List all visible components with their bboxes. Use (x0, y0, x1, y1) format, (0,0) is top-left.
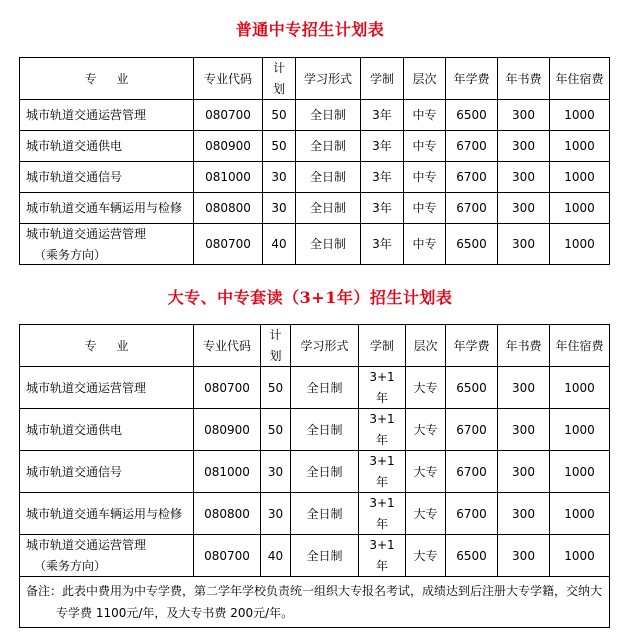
cell-code: 080800 (194, 493, 261, 535)
cell-level: 大专 (406, 367, 446, 409)
cell-duration: 3年 (361, 131, 404, 162)
table-row (20, 193, 610, 224)
cell-books: 300 (498, 451, 550, 493)
cell-dorm: 1000 (550, 367, 610, 409)
cell-duration: 3年 (361, 162, 404, 193)
cell-books: 300 (498, 409, 550, 451)
cell-mode: 全日制 (291, 535, 359, 577)
cell-code: 080700 (194, 367, 261, 409)
table-row (20, 131, 610, 162)
table-row (20, 224, 610, 265)
note-line-1: 备注：此表中费用为中专学费，第二学年学校负责统一组织大专报名考试，成绩达到后注册大专学籍，交纳大 (26, 584, 603, 598)
cell-major: 城市轨道交通车辆运用与检修 (20, 193, 194, 224)
cell-tuition: 6700 (446, 131, 498, 162)
cell-code: 080900 (194, 131, 263, 162)
cell-code: 081000 (194, 162, 263, 193)
major-subtitle: （乘务方向） (34, 247, 107, 262)
cell-dorm: 1000 (550, 131, 610, 162)
table-row (20, 451, 610, 493)
header-mode: 学习形式 (296, 58, 361, 100)
note-line-2: 专学费 1100元/年，及大专书费 200元/年。 (56, 606, 294, 620)
cell-plan: 40 (261, 535, 291, 577)
table2-title: 大专、中专套读（3+1年）招生计划表 (167, 288, 453, 307)
cell-level: 中专 (404, 100, 446, 131)
table-row (20, 367, 610, 409)
cell-mode: 全日制 (296, 224, 361, 265)
cell-plan: 50 (261, 367, 291, 409)
cell-level: 中专 (404, 162, 446, 193)
cell-plan: 30 (261, 451, 291, 493)
secondary-school-enrollment-table (19, 57, 610, 265)
cell-mode: 全日制 (291, 409, 359, 451)
header-duration: 学制 (359, 325, 406, 367)
header-code: 专业代码 (194, 58, 263, 100)
cell-code: 080700 (194, 224, 263, 265)
cell-duration: 3+1 年 (359, 367, 406, 409)
cell-plan: 50 (263, 100, 296, 131)
cell-mode: 全日制 (291, 367, 359, 409)
cell-mode: 全日制 (291, 493, 359, 535)
cell-level: 中专 (404, 131, 446, 162)
cell-dorm: 1000 (550, 451, 610, 493)
header-major: 专 业 (20, 325, 194, 367)
cell-plan: 50 (263, 131, 296, 162)
joint-college-enrollment-table (19, 324, 610, 628)
major-subtitle: （乘务方向） (34, 559, 107, 573)
cell-tuition: 6700 (446, 451, 498, 493)
cell-duration: 3+1 年 (359, 493, 406, 535)
cell-plan: 40 (263, 224, 296, 265)
cell-dorm: 1000 (550, 193, 610, 224)
cell-tuition: 6700 (446, 409, 498, 451)
table-row (20, 493, 610, 535)
cell-dorm: 1000 (550, 535, 610, 577)
cell-dorm: 1000 (550, 100, 610, 131)
header-plan: 计 划 (263, 58, 296, 100)
cell-duration: 3年 (361, 224, 404, 265)
header-duration: 学制 (361, 58, 404, 100)
cell-tuition: 6500 (446, 100, 498, 131)
cell-dorm: 1000 (550, 409, 610, 451)
cell-major: 城市轨道交通运营管理 （乘务方向） (20, 224, 194, 265)
header-books: 年书费 (498, 325, 550, 367)
cell-tuition: 6500 (446, 535, 498, 577)
table-row (20, 409, 610, 451)
cell-major: 城市轨道交通运营管理 (20, 100, 194, 131)
cell-tuition: 6500 (446, 367, 498, 409)
cell-level: 大专 (406, 493, 446, 535)
header-major: 专 业 (20, 58, 194, 100)
header-tuition: 年学费 (446, 325, 498, 367)
header-row (20, 58, 610, 100)
cell-books: 300 (498, 493, 550, 535)
header-books: 年书费 (498, 58, 550, 100)
cell-level: 中专 (404, 224, 446, 265)
cell-dorm: 1000 (550, 162, 610, 193)
cell-major: 城市轨道交通供电 (20, 409, 194, 451)
header-level: 层次 (404, 58, 446, 100)
cell-major: 城市轨道交通信号 (20, 162, 194, 193)
cell-duration: 3+1 年 (359, 535, 406, 577)
table-row (20, 535, 610, 577)
table-note (20, 577, 610, 628)
header-row (20, 325, 610, 367)
cell-mode: 全日制 (296, 131, 361, 162)
cell-duration: 3+1 年 (359, 409, 406, 451)
cell-dorm: 1000 (550, 224, 610, 265)
cell-code: 080900 (194, 409, 261, 451)
cell-tuition: 6700 (446, 493, 498, 535)
cell-plan: 30 (261, 493, 291, 535)
cell-tuition: 6700 (446, 193, 498, 224)
cell-books: 300 (498, 193, 550, 224)
cell-level: 大专 (406, 451, 446, 493)
cell-books: 300 (498, 162, 550, 193)
cell-plan: 30 (263, 193, 296, 224)
table1-title: 普通中专招生计划表 (235, 20, 385, 39)
cell-duration: 3+1 年 (359, 451, 406, 493)
cell-mode: 全日制 (296, 162, 361, 193)
cell-mode: 全日制 (296, 193, 361, 224)
cell-major: 城市轨道交通信号 (20, 451, 194, 493)
cell-plan: 50 (261, 409, 291, 451)
note-row (20, 577, 610, 628)
cell-books: 300 (498, 535, 550, 577)
cell-dorm: 1000 (550, 493, 610, 535)
cell-duration: 3年 (361, 100, 404, 131)
header-plan: 计 划 (261, 325, 291, 367)
header-mode: 学习形式 (291, 325, 359, 367)
cell-tuition: 6500 (446, 224, 498, 265)
header-code: 专业代码 (194, 325, 261, 367)
cell-mode: 全日制 (291, 451, 359, 493)
header-level: 层次 (406, 325, 446, 367)
cell-major: 城市轨道交通供电 (20, 131, 194, 162)
cell-books: 300 (498, 367, 550, 409)
cell-books: 300 (498, 131, 550, 162)
cell-duration: 3年 (361, 193, 404, 224)
table-row (20, 100, 610, 131)
cell-tuition: 6700 (446, 162, 498, 193)
cell-code: 080800 (194, 193, 263, 224)
table-row (20, 162, 610, 193)
cell-level: 大专 (406, 409, 446, 451)
cell-code: 081000 (194, 451, 261, 493)
cell-code: 080700 (194, 535, 261, 577)
cell-code: 080700 (194, 100, 263, 131)
cell-major: 城市轨道交通运营管理 （乘务方向） (20, 535, 194, 577)
cell-books: 300 (498, 224, 550, 265)
cell-plan: 30 (263, 162, 296, 193)
header-tuition: 年学费 (446, 58, 498, 100)
cell-major: 城市轨道交通运营管理 (20, 367, 194, 409)
cell-books: 300 (498, 100, 550, 131)
cell-major: 城市轨道交通车辆运用与检修 (20, 493, 194, 535)
cell-level: 大专 (406, 535, 446, 577)
cell-mode: 全日制 (296, 100, 361, 131)
header-dorm: 年住宿费 (550, 58, 610, 100)
cell-level: 中专 (404, 193, 446, 224)
header-dorm: 年住宿费 (550, 325, 610, 367)
